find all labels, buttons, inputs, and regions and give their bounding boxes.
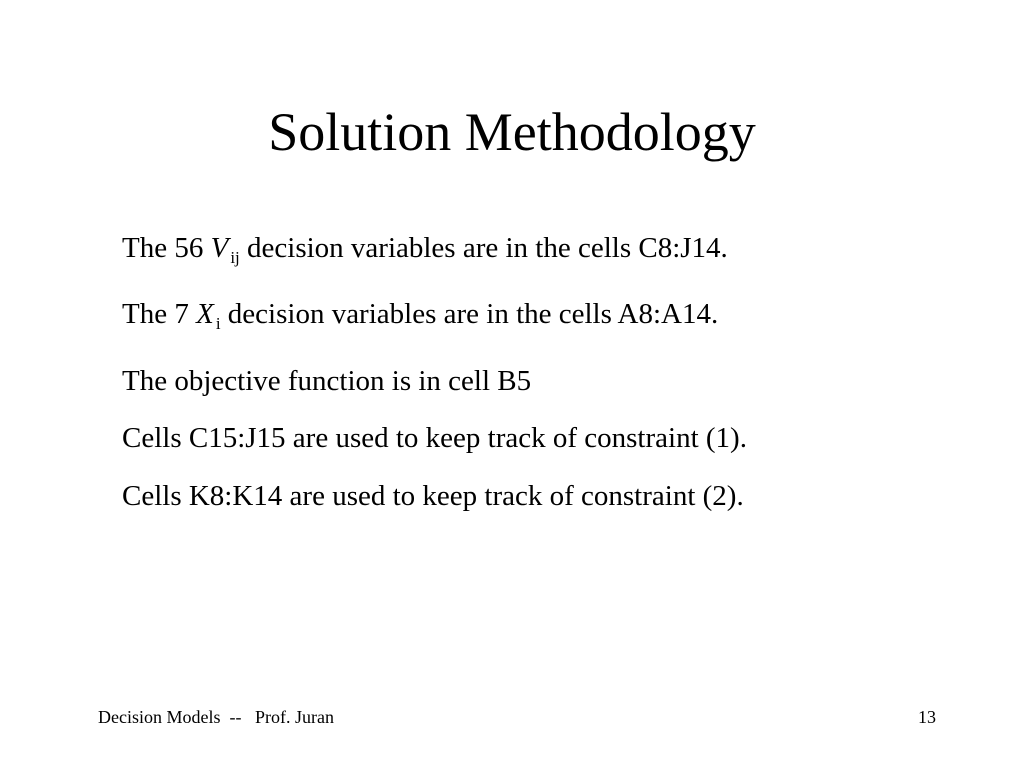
- slide-title: Solution Methodology: [268, 102, 756, 162]
- page-number: 13: [918, 707, 936, 727]
- slide-body: [122, 220, 982, 525]
- body-line-constraint-2: Cells K8:K14 are used to keep track of constraint (2).: [122, 479, 744, 512]
- variable-subscript: ij: [230, 248, 240, 267]
- body-line-objective: The objective function is in cell B5: [122, 364, 532, 397]
- variable-subscript: i: [215, 314, 221, 334]
- line-prefix: The 7: [122, 298, 197, 331]
- footer-course-label: Decision Models -- Prof. Juran: [98, 707, 334, 727]
- line-suffix: decision variables are in the cells A8:A14.: [220, 298, 719, 331]
- body-line-constraint-1: Cells C15:J15 are used to keep track of constraint (1).: [122, 422, 747, 455]
- body-line-v-variables: [122, 220, 982, 286]
- variable-symbol: V: [210, 232, 229, 264]
- line-suffix: decision variables are in the cells C8:J14.: [239, 232, 728, 264]
- variable-symbol: X: [196, 298, 214, 331]
- line-prefix: The 56: [122, 232, 211, 264]
- body-line-x-variables: [122, 286, 982, 352]
